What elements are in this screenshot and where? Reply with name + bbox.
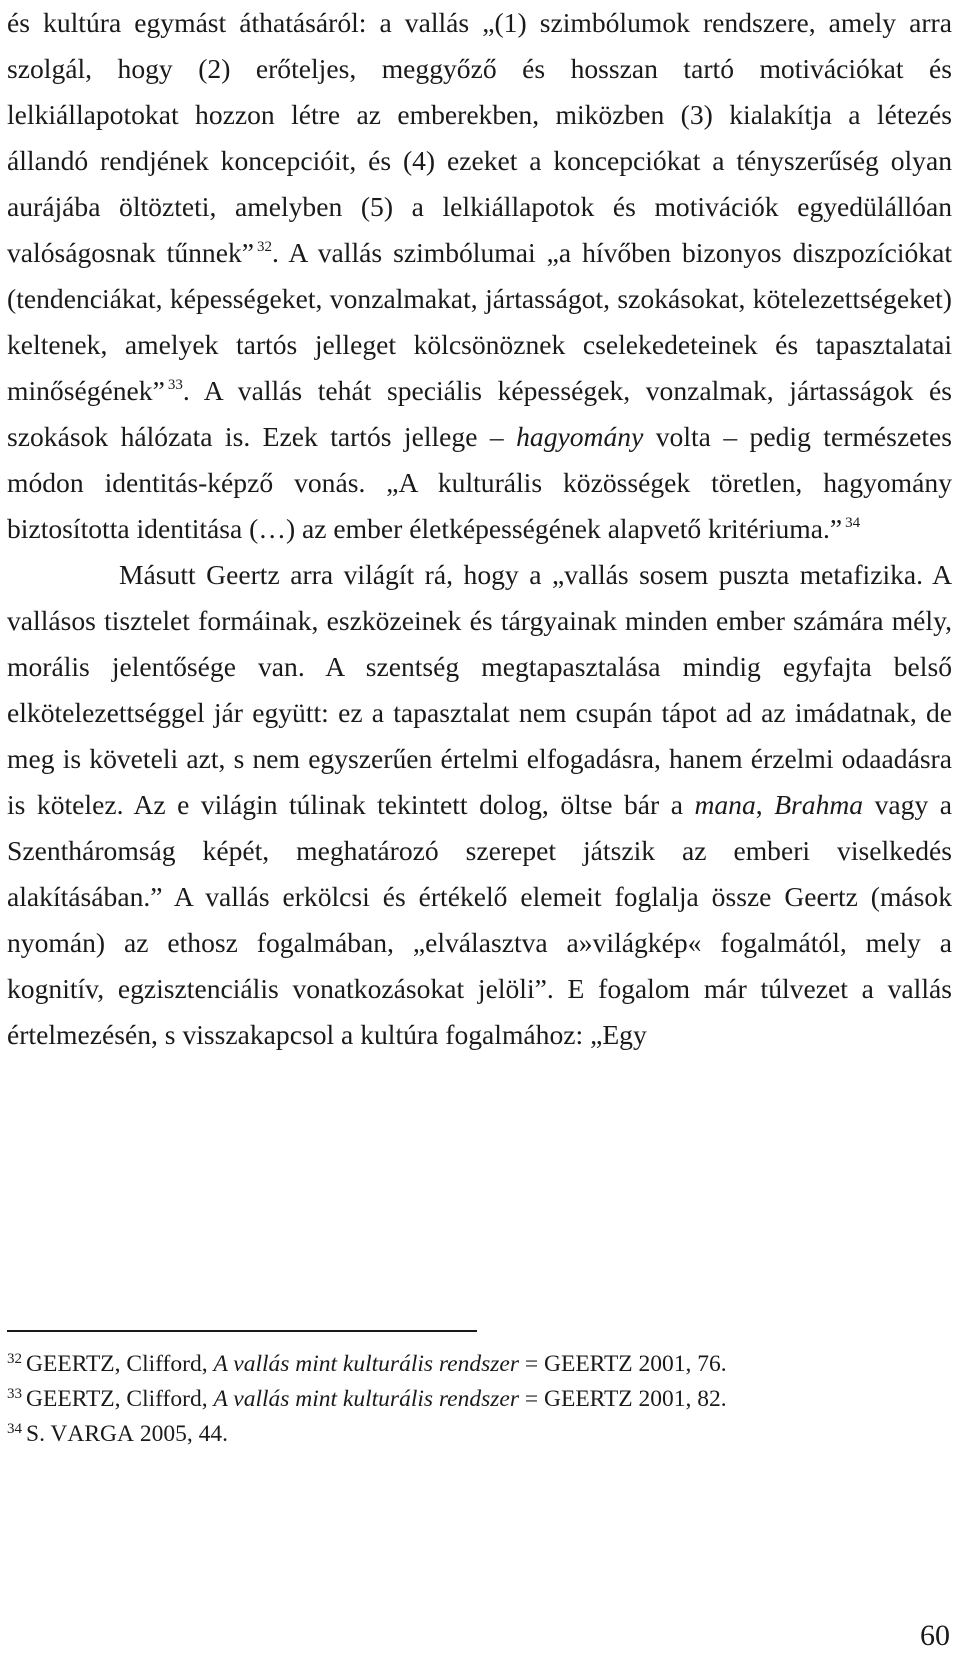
footnote-ref-rest: EERTZ bbox=[560, 1351, 633, 1377]
footnote-author-initial: S. V bbox=[26, 1421, 68, 1447]
body-text bbox=[7, 0, 952, 1058]
footnote-number: 32 bbox=[7, 1351, 22, 1367]
footnotes bbox=[7, 1347, 952, 1452]
footnote-author-initial: G bbox=[26, 1351, 43, 1377]
footnote-reference: 33 bbox=[167, 377, 183, 393]
footnote-number: 33 bbox=[7, 1386, 22, 1402]
footnote-author-rest: EERTZ bbox=[42, 1351, 115, 1377]
paragraph bbox=[7, 552, 952, 1058]
text-run: volta – pedig természetes módon identitás-képző vonás. „A kulturális közösségek töretlen, hagyomány biztosította identitása (…) az ember életképességének alapvető kritériuma.” bbox=[7, 421, 952, 544]
footnote-separator bbox=[7, 1330, 477, 1332]
footnote-title: A vallás mint kulturális rendszer bbox=[213, 1351, 519, 1377]
footnote-ref-rest: EERTZ bbox=[560, 1386, 633, 1412]
footnote-ref-initial: G bbox=[543, 1351, 561, 1377]
text-run: vagy a Szentháromság képét, meghatározó szerepet játszik az emberi viselkedés alakításában.” A vallás erkölcsi és értékelő elemeit foglalja össze Geertz (mások nyomán) az ethosz fogalmában, „elválasztva a»világkép« fogalmától, mely a kognitív, egzisztenciális vonatkozásokat jelöli”. E fogalom már túlvezet a vallás értelmezésén, s visszakapcsol a kultúra fogalmához: „Egy bbox=[7, 789, 952, 1050]
footnote-33 bbox=[7, 1382, 952, 1417]
footnote-ref-tail: 2001, 82. bbox=[632, 1386, 727, 1412]
text-run: Másutt Geertz arra világít rá, hogy a „vallás sosem puszta metafizika. A vallásos tisztelet formáinak, eszközeinek és tárgyainak minden ember számára mély, morális jelentősége van. A szentség megtapasztalása mindig egyfajta belső elkötelezettséggel jár együtt: ez a tapasztalat nem csupán tápot ad az imádatnak, de meg is követeli azt, s nem egyszerűen értelmi elfogadásra, hanem érzelmi odaadásra is kötelez. Az e világin túlinak tekintett dolog, öltse bár a bbox=[7, 559, 952, 820]
footnote-ref-tail: 2001, 76. bbox=[632, 1351, 727, 1377]
footnote-author-rest: ARGA bbox=[67, 1421, 134, 1447]
footnote-ref-initial: G bbox=[543, 1386, 561, 1412]
footnote-34 bbox=[7, 1417, 952, 1452]
footnote-title: A vallás mint kulturális rendszer bbox=[213, 1386, 519, 1412]
footnote-author-initial: G bbox=[26, 1386, 43, 1412]
text-run: , bbox=[755, 789, 775, 820]
text-run: . A vallás szimbólumai „a hívőben bizonyos diszpozíciókat (tendenciákat, képességeket, vonzalmakat, jártasságot, szokásokat, kötelezettségeket) keltenek, amelyek tartós jelleget kölcsönöznek cselekedeteinek és tapasztalatai minőségének” bbox=[7, 237, 952, 406]
text-run: . A vallás tehát speciális képességek, vonzalmak, jártasságok és szokások hálózata is. Ezek tartós jellege – bbox=[7, 375, 952, 452]
page-number: 60 bbox=[920, 1619, 950, 1652]
footnote-reference: 32 bbox=[257, 239, 272, 255]
footnote-32 bbox=[7, 1347, 952, 1382]
footnote-ref-sep: = bbox=[518, 1351, 544, 1377]
italic-text: mana bbox=[694, 789, 756, 820]
footnote-number: 34 bbox=[7, 1421, 22, 1437]
footnote-given-name: , Clifford, bbox=[114, 1386, 214, 1412]
footnote-given-name: , Clifford, bbox=[114, 1351, 214, 1377]
text-run: és kultúra egymást áthatásáról: a vallás „(1) szimbólumok rendszere, amely arra szolgál, hogy (2) erőteljes, meggyőző és hosszan tartó motivációkat és lelkiállapotokat hozzon létre az emberekben, miközben (3) kialakítja a létezés állandó rendjének koncepcióit, és (4) ezeket a koncepciókat a tényszerűség olyan aurájába öltözteti, amelyben (5) a lelkiállapotok és motivációk egyedülállóan valóságosnak tűnnek” bbox=[7, 7, 952, 268]
footnote-ref-sep: = bbox=[518, 1386, 544, 1412]
footnote-author-rest: EERTZ bbox=[42, 1386, 115, 1412]
paragraph bbox=[7, 0, 952, 552]
footnote-ref-tail: 2005, 44. bbox=[133, 1421, 228, 1447]
italic-text: Brahma bbox=[774, 789, 864, 820]
italic-text: hagyomány bbox=[516, 421, 644, 452]
footnote-reference: 34 bbox=[845, 515, 861, 531]
